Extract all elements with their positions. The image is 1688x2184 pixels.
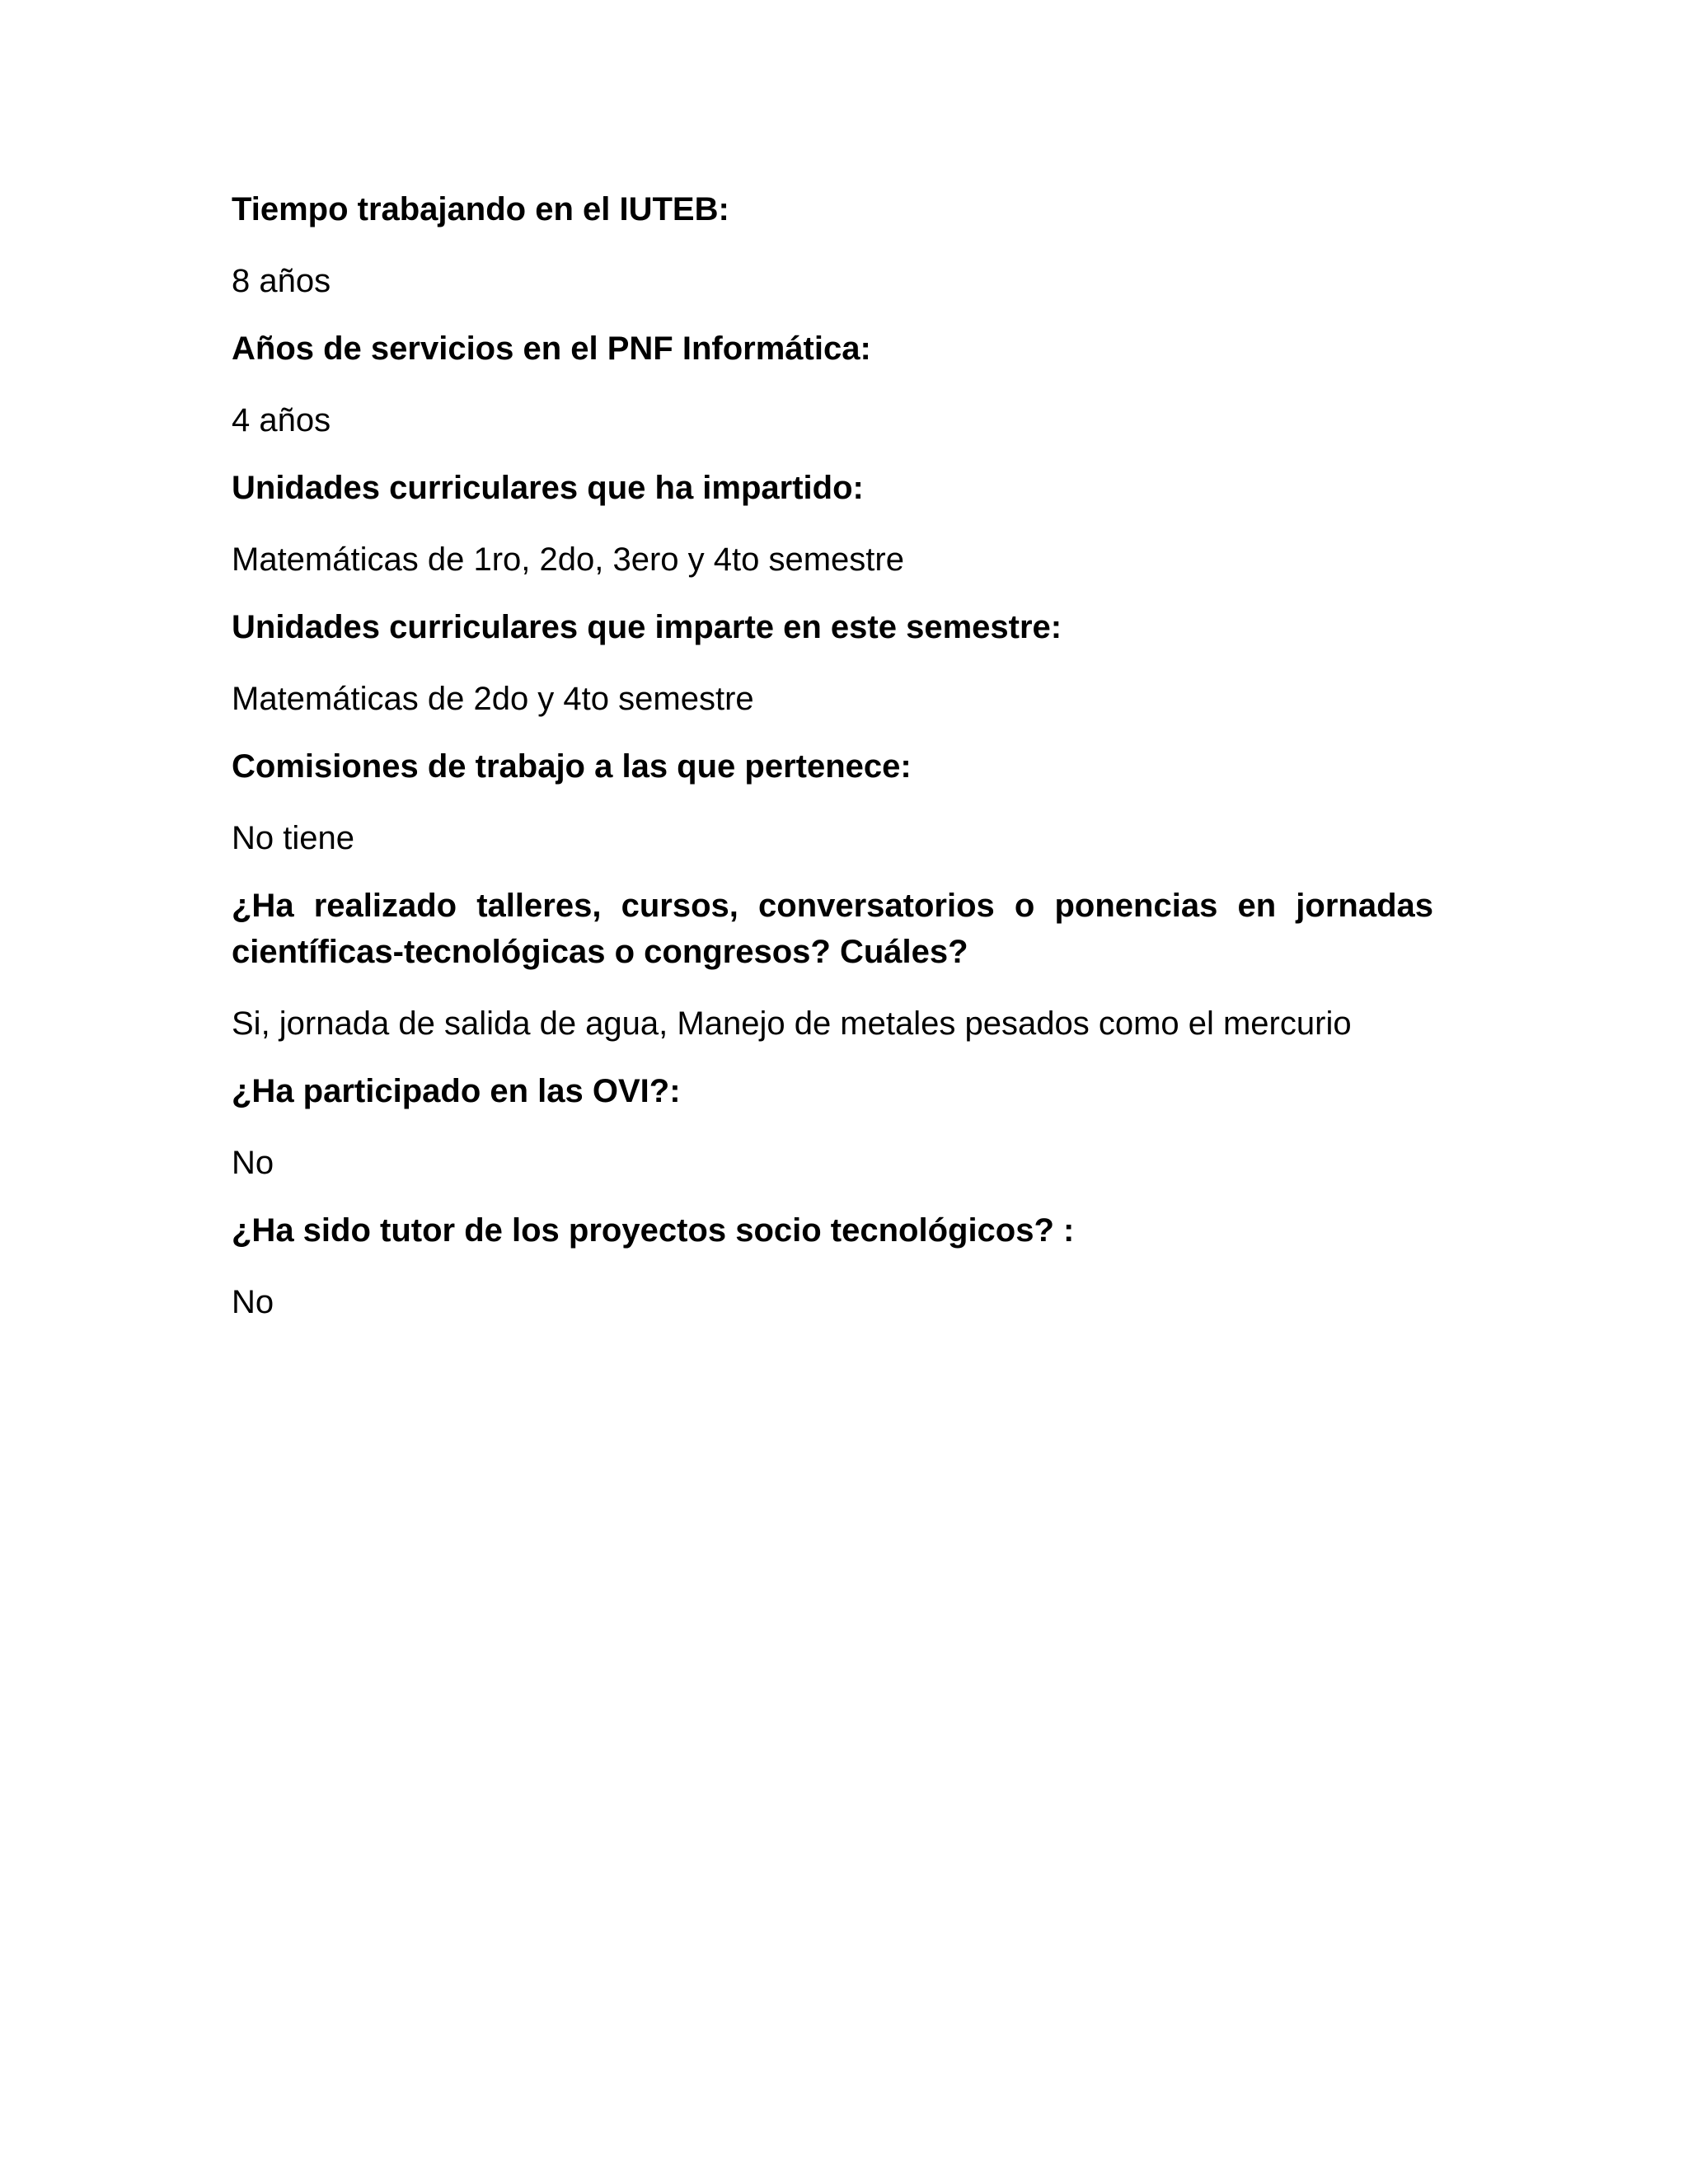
answer-comisiones: No tiene [232, 820, 354, 856]
answer-tutor: No [232, 1284, 274, 1320]
answer-unidades-impartidas: Matemáticas de 1ro, 2do, 3ero y 4to semestre [232, 541, 904, 578]
question-tutor: ¿Ha sido tutor de los proyectos socio tecnológicos? : [232, 1212, 1075, 1249]
question-unidades-semestre: Unidades curriculares que imparte en este semestre: [232, 609, 1062, 645]
answer-tiempo-iuteb: 8 años [232, 263, 331, 299]
answer-anos-pnf: 4 años [232, 402, 331, 438]
answer-unidades-semestre: Matemáticas de 2do y 4to semestre [232, 681, 754, 717]
answer-ovi: No [232, 1145, 274, 1181]
question-anos-pnf: Años de servicios en el PNF Informática: [232, 330, 871, 367]
answer-talleres: Si, jornada de salida de agua, Manejo de metales pesados como el mercurio [232, 1005, 1352, 1042]
question-talleres: ¿Ha realizado talleres, cursos, conversatorios o ponencias en jornadas científicas-tecnológicas o congresos? Cuáles? [232, 888, 1433, 970]
questionnaire [232, 186, 1433, 1347]
question-comisiones: Comisiones de trabajo a las que pertenece: [232, 748, 912, 785]
question-tiempo-iuteb: Tiempo trabajando en el IUTEB: [232, 191, 729, 227]
question-ovi: ¿Ha participado en las OVI?: [232, 1073, 681, 1109]
question-unidades-impartidas: Unidades curriculares que ha impartido: [232, 470, 864, 506]
